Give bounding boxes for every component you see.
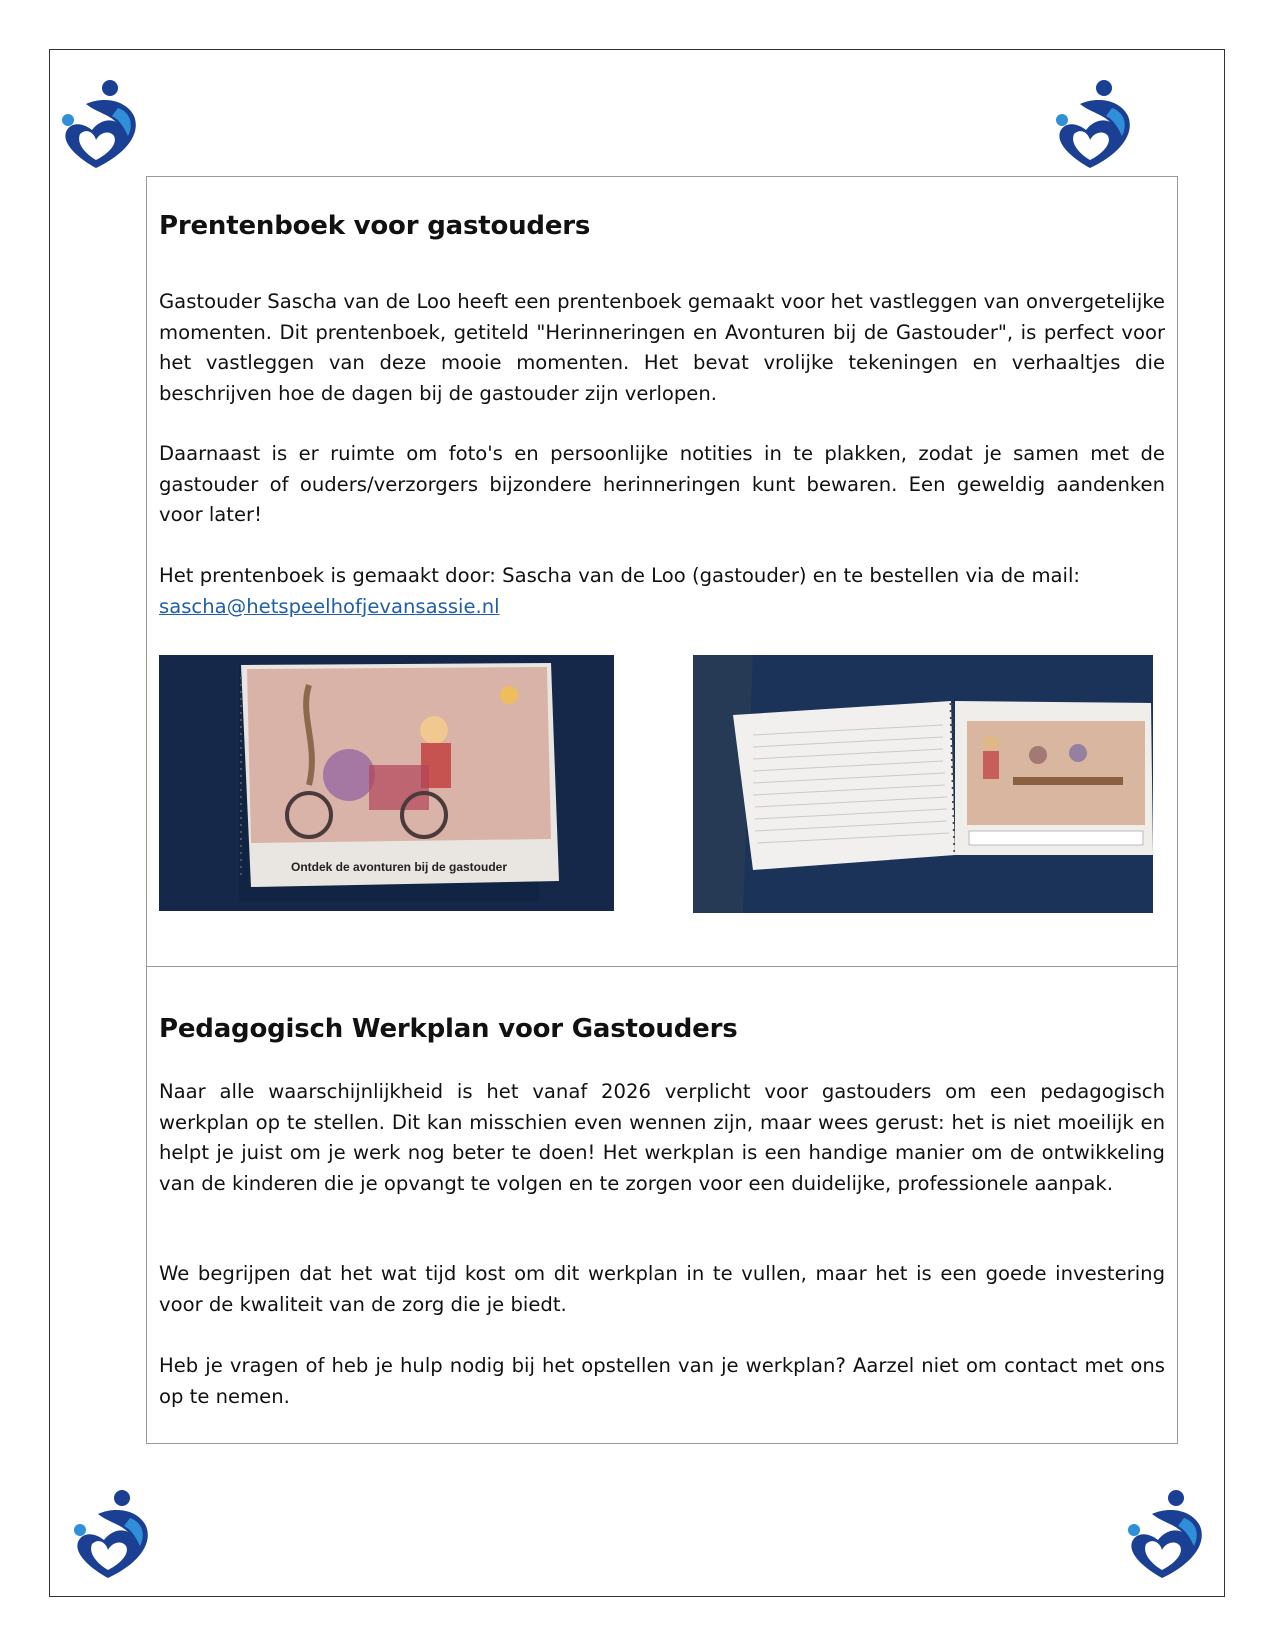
photo-open-book [693,655,1153,913]
logo-bottom-right-icon [1122,1488,1206,1584]
photo-1-caption: Ontdek de avonturen bij de gastouder [290,860,508,874]
section-1-title: Prentenboek voor gastouders [159,211,591,241]
logo-top-right-icon [1050,78,1134,174]
logo-bottom-left-icon [68,1488,152,1584]
section-1-paragraph-1: Gastouder Sascha van de Loo heeft een prentenboek gemaakt voor het vastleggen van onvergetelijke momenten. Dit prentenboek, getiteld "Herinneringen en Avonturen bij de Gastouder", is perfect voor het vastleggen van deze mooie momenten. Het bevat vrolijke tekeningen en verhaaltjes die beschrijven hoe de dagen bij de gastouder zijn verlopen. [159,290,1165,405]
section-2-paragraph-2: We begrijpen dat het wat tijd kost om dit werkplan in te vullen, maar het is een goede investering voor de kwaliteit van de zorg die je biedt. [159,1262,1165,1316]
email-link[interactable]: sascha@hetspeelhofjevansassie.nl [159,594,500,618]
section-2-title: Pedagogisch Werkplan voor Gastouders [159,1014,738,1044]
order-text: Het prentenboek is gemaakt door: Sascha van de Loo (gastouder) en te bestellen via de mail: [159,564,1081,587]
content-box [146,176,1178,1444]
photo-book-cover [159,655,614,911]
section-werkplan [147,967,1177,1443]
section-2-paragraph-1: Naar alle waarschijnlijkheid is het vanaf 2026 verplicht voor gastouders om een pedagogisch werkplan op te stellen. Dit kan misschien even wennen zijn, maar wees gerust: het is niet moeilijk en helpt je juist om je werk nog beter te doen! Het werkplan is een handige manier om de ontwikkeling van de kinderen die je opvangt te volgen en te zorgen voor een duidelijke, professionele aanpak. [159,1080,1165,1195]
section-2-paragraph-3: Heb je vragen of heb je hulp nodig bij het opstellen van je werkplan? Aarzel niet om contact met ons op te nemen. [159,1354,1165,1408]
logo-top-left-icon [56,78,140,174]
section-prentenboek [147,177,1177,967]
section-1-paragraph-2: Daarnaast is er ruimte om foto's en persoonlijke notities in te plakken, zodat je samen met de gastouder of ouders/verzorgers bijzondere herinneringen kunt bewaren. Een geweldig aandenken voor later! [159,442,1165,526]
section-1-paragraph-3 [159,561,1165,622]
